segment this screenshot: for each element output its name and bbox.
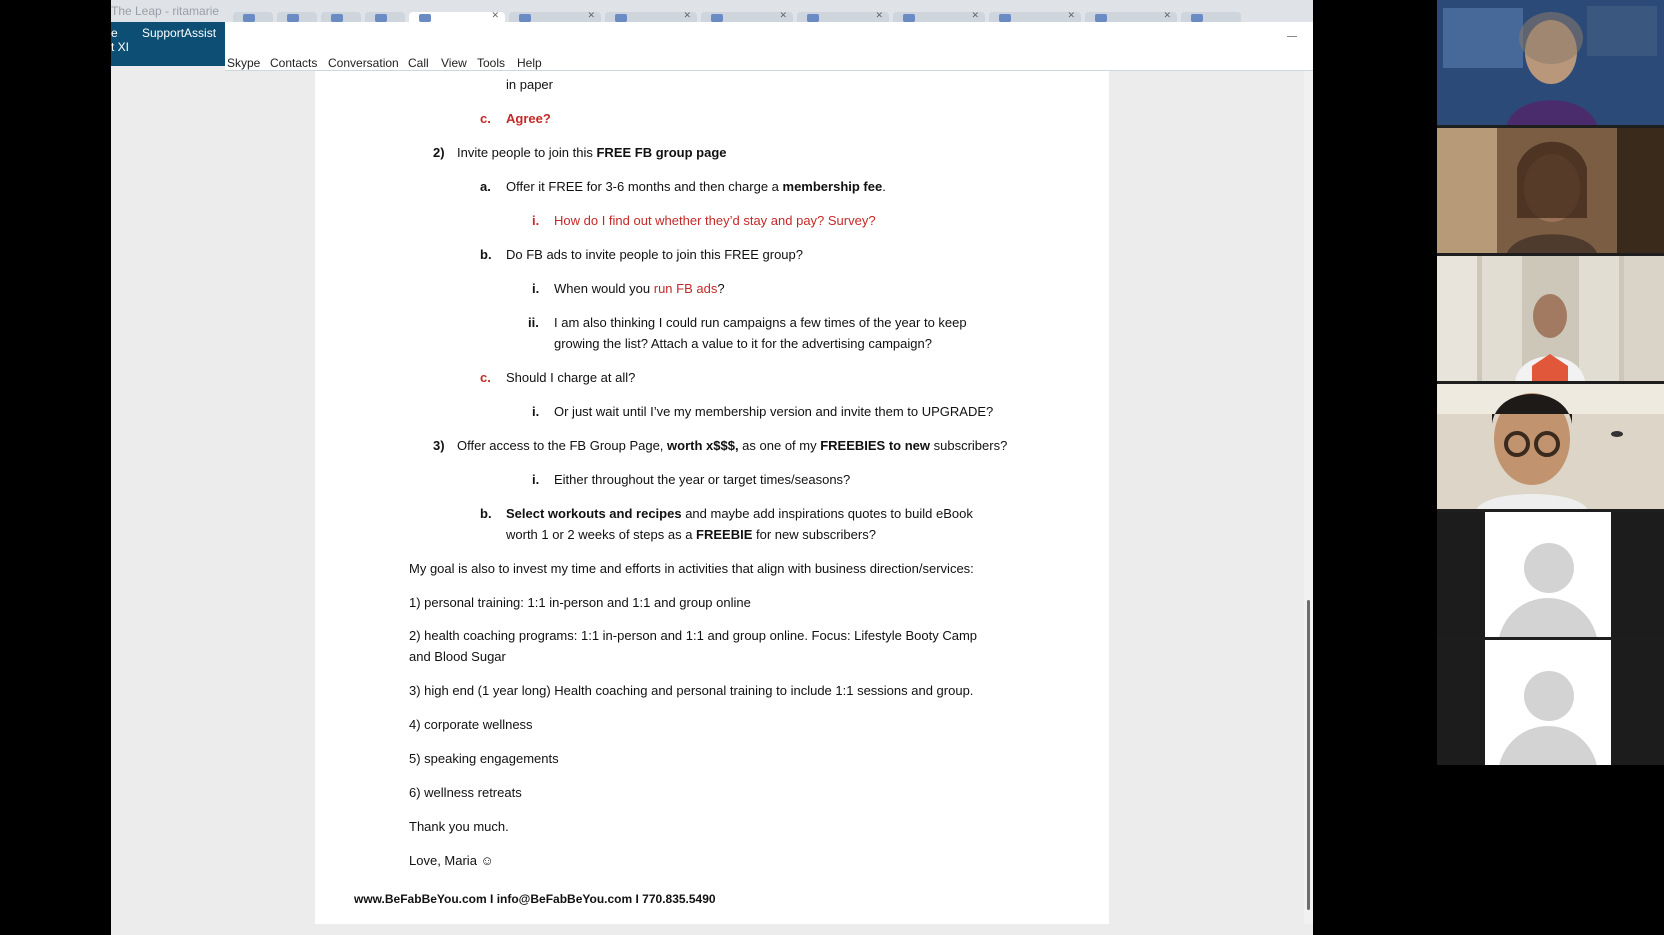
menu-contacts[interactable]: Contacts <box>270 56 318 70</box>
list-marker: 2) <box>433 145 445 160</box>
menu-skype[interactable]: Skype <box>227 56 261 70</box>
tab-favicon-icon <box>615 14 627 22</box>
participant-video-frame <box>1437 0 1664 125</box>
list-marker: b. <box>480 506 492 521</box>
list-item-text: Offer it FREE for 3-6 months and then charge a membership fee. <box>506 179 886 194</box>
tab-favicon-icon <box>807 14 819 22</box>
scrollbar-thumb[interactable] <box>1307 600 1310 910</box>
avatar-head-icon <box>1524 671 1574 721</box>
close-tab-icon[interactable]: ✕ <box>971 10 979 20</box>
close-tab-icon[interactable]: ✕ <box>1067 10 1075 20</box>
close-tab-icon[interactable]: ✕ <box>683 10 691 20</box>
tab-favicon-icon <box>1095 14 1107 22</box>
list-item-text: Agree? <box>506 111 551 126</box>
list-item-text: How do I find out whether they’d stay and pay? Survey? <box>554 213 876 228</box>
tab-favicon-icon <box>375 14 387 22</box>
avatar <box>1485 640 1611 765</box>
list-marker: ii. <box>528 315 539 330</box>
list-item-text: When would you run FB ads? <box>554 281 725 296</box>
service-item: 1) personal training: 1:1 in-person and 1:1 and group online <box>409 595 751 610</box>
menu-call[interactable]: Call <box>408 56 429 70</box>
list-item-text: Either throughout the year or target times/seasons? <box>554 472 851 487</box>
list-marker: b. <box>480 247 492 262</box>
participant-avatar-tile[interactable] <box>1437 512 1664 637</box>
participant-gallery <box>1437 0 1664 763</box>
window-title-fragment: The Leap - ritamarie <box>111 4 220 18</box>
list-marker: c. <box>480 370 491 385</box>
shared-screen <box>111 0 1313 935</box>
participant-video-tile[interactable] <box>1437 128 1664 253</box>
menu-tools[interactable]: Tools <box>477 56 506 70</box>
list-item-text: I am also thinking I could run campaigns a few times of the year to keep <box>554 315 967 330</box>
list-item-text: Select workouts and recipes and maybe add inspirations quotes to build eBook <box>506 506 973 521</box>
participant-video-tile[interactable] <box>1437 384 1664 509</box>
tab-favicon-icon <box>419 14 431 22</box>
close-tab-icon[interactable]: ✕ <box>1163 10 1171 20</box>
minimize-icon[interactable] <box>1287 36 1297 37</box>
participant-video-tile[interactable] <box>1437 0 1664 125</box>
close-tab-icon[interactable]: ✕ <box>875 10 883 20</box>
list-item-text: Invite people to join this FREE FB group page <box>457 145 727 160</box>
list-item-text: growing the list? Attach a value to it for the advertising campaign? <box>554 336 932 351</box>
list-marker: c. <box>480 111 491 126</box>
service-item: 3) high end (1 year long) Health coaching and personal training to include 1:1 sessions and group. <box>409 683 974 698</box>
menu-help[interactable]: Help <box>517 56 542 70</box>
list-marker: i. <box>532 213 540 228</box>
close-tab-icon[interactable]: ✕ <box>491 10 499 20</box>
menu-view[interactable]: View <box>441 56 467 70</box>
list-item-text: worth 1 or 2 weeks of steps as a FREEBIE for new subscribers? <box>506 527 876 542</box>
participant-video-frame <box>1437 128 1664 253</box>
goal-paragraph: My goal is also to invest my time and efforts in activities that align with business direction/services: <box>409 561 974 576</box>
participant-video-frame <box>1437 384 1664 509</box>
close-tab-icon[interactable]: ✕ <box>779 10 787 20</box>
service-item: 5) speaking engagements <box>409 751 559 766</box>
service-item: 4) corporate wellness <box>409 717 533 732</box>
service-item: and Blood Sugar <box>409 649 506 664</box>
avatar-body-icon <box>1498 726 1598 765</box>
close-tab-icon[interactable]: ✕ <box>587 10 595 20</box>
desktop-app-tile[interactable]: e SupportAssist t XI <box>111 22 225 66</box>
list-item-text: Or just wait until I’ve my membership version and invite them to UPGRADE? <box>554 404 994 419</box>
tab-favicon-icon <box>711 14 723 22</box>
tab-favicon-icon <box>243 14 255 22</box>
footer-contact: www.BeFabBeYou.com I info@BeFabBeYou.com I 770.835.5490 <box>354 892 716 906</box>
browser-tab-strip <box>111 0 1313 22</box>
participant-video-frame <box>1437 256 1664 381</box>
skype-menu-bar <box>225 22 1313 71</box>
service-item: 6) wellness retreats <box>409 785 522 800</box>
participant-video-tile[interactable] <box>1437 256 1664 381</box>
tab-favicon-icon <box>287 14 299 22</box>
list-item-text: Offer access to the FB Group Page, worth x$$$, as one of my FREEBIES to new subscribers? <box>457 438 1008 453</box>
list-marker: i. <box>532 404 540 419</box>
partial-line: in paper <box>506 77 553 92</box>
tab-favicon-icon <box>331 14 343 22</box>
list-item-text: Should I charge at all? <box>506 370 636 385</box>
service-item: 2) health coaching programs: 1:1 in-person and 1:1 and group online. Focus: Lifestyle Booty Camp <box>409 628 978 643</box>
list-marker: a. <box>480 179 491 194</box>
tab-favicon-icon <box>1191 14 1203 22</box>
list-item-text: Do FB ads to invite people to join this FREE group? <box>506 247 803 262</box>
menu-conversation[interactable]: Conversation <box>328 56 399 70</box>
list-marker: i. <box>532 281 540 296</box>
document-page <box>315 71 1109 924</box>
signoff-line: Love, Maria ☺ <box>409 853 494 868</box>
tab-favicon-icon <box>999 14 1011 22</box>
avatar-head-icon <box>1524 543 1574 593</box>
avatar <box>1485 512 1611 637</box>
tab-favicon-icon <box>519 14 531 22</box>
thanks-line: Thank you much. <box>409 819 509 834</box>
tab-favicon-icon <box>903 14 915 22</box>
avatar-body-icon <box>1498 598 1598 637</box>
list-marker: 3) <box>433 438 445 453</box>
participant-avatar-tile[interactable] <box>1437 640 1664 765</box>
list-marker: i. <box>532 472 540 487</box>
